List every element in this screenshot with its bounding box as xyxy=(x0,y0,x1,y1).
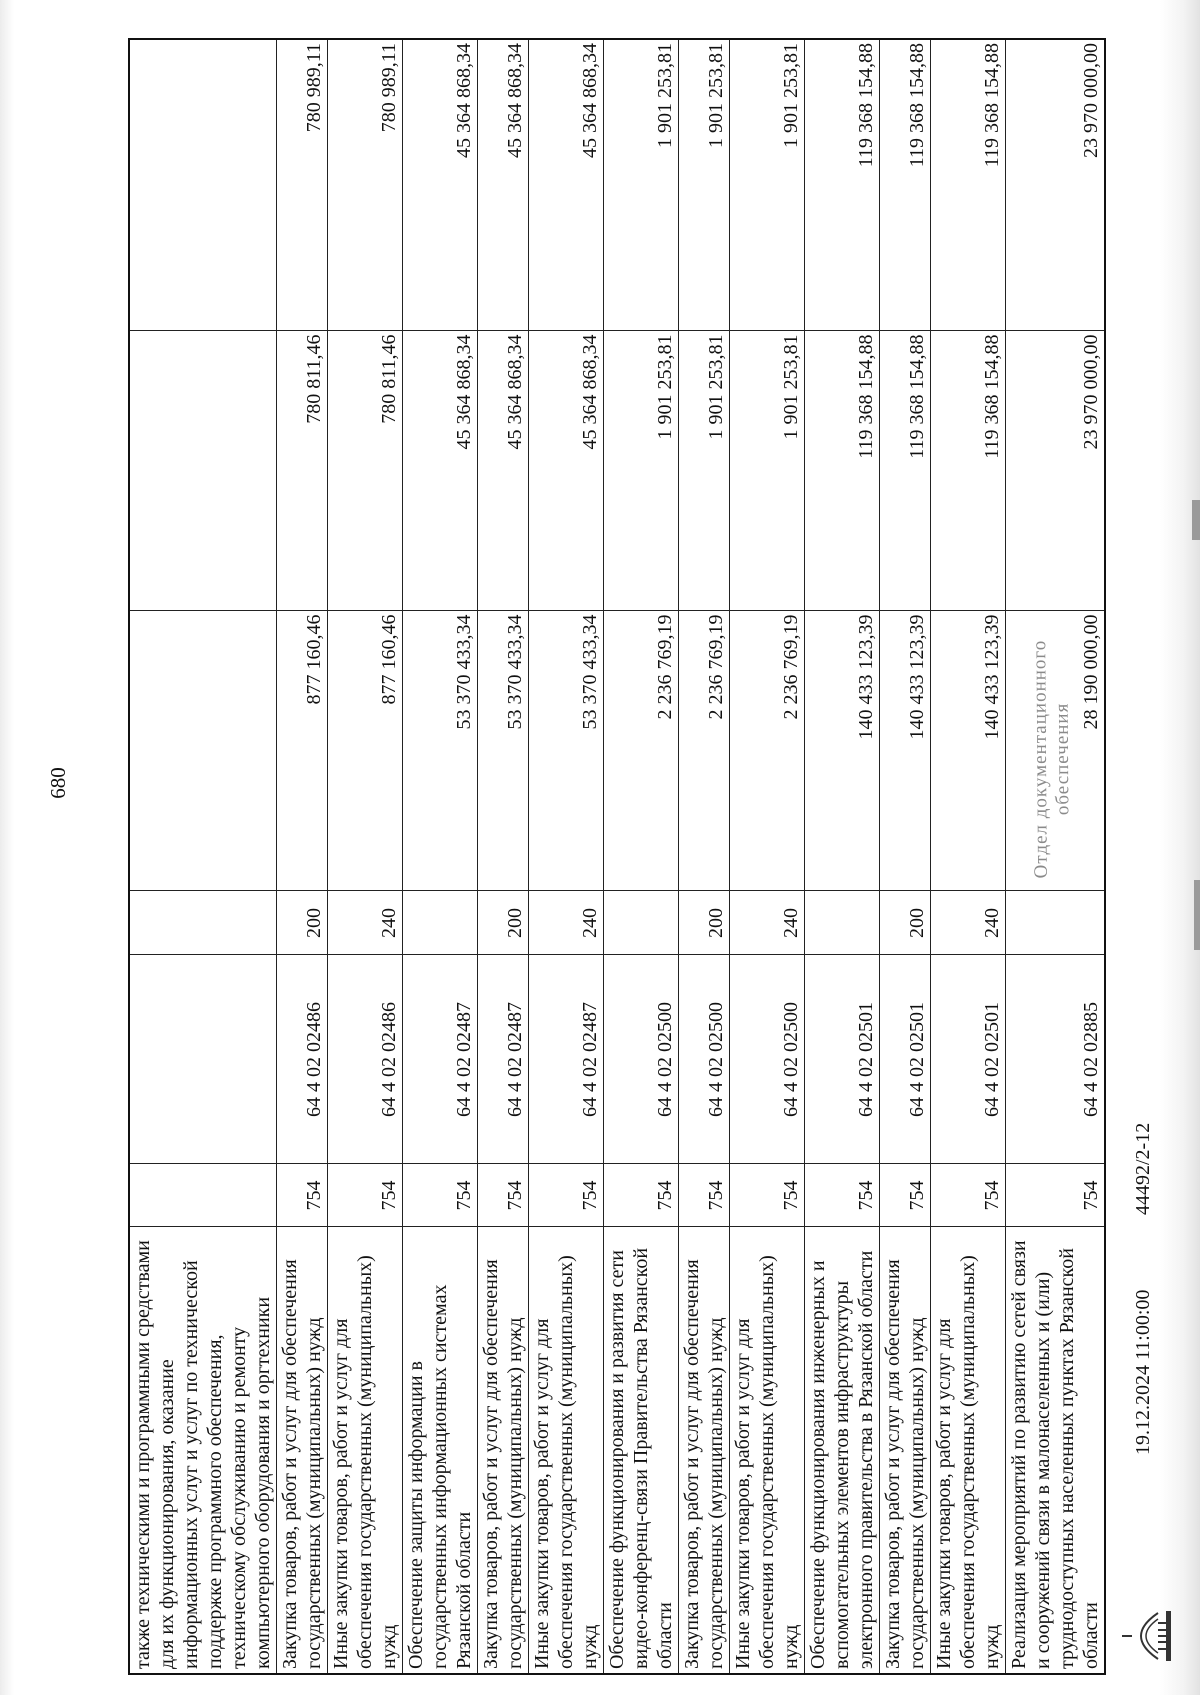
table-row xyxy=(604,39,679,1674)
target-article-code: 64 4 02 02486 xyxy=(277,955,328,1164)
amount-3: 45 364 868,34 xyxy=(403,39,478,331)
amount-1: 53 370 433,34 xyxy=(478,611,529,891)
amount-3: 1 901 253,81 xyxy=(604,39,679,331)
amount-2: 1 901 253,81 xyxy=(730,331,805,611)
row-name: Иные закупки товаров, работ и услуг для обеспечения государственных (муниципальных) нужд xyxy=(931,1227,1006,1674)
expense-type-code xyxy=(403,891,478,955)
amount-2: 780 811,46 xyxy=(328,331,403,611)
amount-1: 2 236 769,19 xyxy=(679,611,730,891)
expense-type-code: 240 xyxy=(730,891,805,955)
amount-3: 1 901 253,81 xyxy=(679,39,730,331)
amount-2: 119 368 154,88 xyxy=(931,331,1006,611)
amount-2: 119 368 154,88 xyxy=(805,331,880,611)
expense-type-code xyxy=(805,891,880,955)
target-article-code: 64 4 02 02487 xyxy=(529,955,604,1164)
amount-1: 2 236 769,19 xyxy=(604,611,679,891)
table-row xyxy=(805,39,880,1674)
ministry-code: 754 xyxy=(328,1164,403,1227)
ministry-code: 754 xyxy=(679,1164,730,1227)
row-name: Иные закупки товаров, работ и услуг для обеспечения государственных (муниципальных) нужд xyxy=(529,1227,604,1674)
row-name: Закупка товаров, работ и услуг для обеспечения государственных (муниципальных) нужд xyxy=(679,1227,730,1674)
duma-emblem-icon xyxy=(1118,1607,1174,1665)
amount-3: 780 989,11 xyxy=(277,39,328,331)
expense-type-code: 240 xyxy=(931,891,1006,955)
amount-1: 53 370 433,34 xyxy=(529,611,604,891)
amount-1: 53 370 433,34 xyxy=(403,611,478,891)
footer-datetime: 19.12.2024 11:00:00 xyxy=(1132,1289,1154,1455)
amount-3: 23 970 000,00 xyxy=(1006,39,1106,331)
table-row xyxy=(277,39,328,1674)
footer-document-id: 44492/2-12 xyxy=(1132,1122,1154,1215)
expense-type-code xyxy=(129,891,277,955)
row-name: Закупка товаров, работ и услуг для обеспечения государственных (муниципальных) нужд xyxy=(478,1227,529,1674)
row-name: Обеспечение функционирования и развития сети видео-конференц-связи Правительства Рязанской области xyxy=(604,1227,679,1674)
amount-1: 877 160,46 xyxy=(328,611,403,891)
ministry-code: 754 xyxy=(1006,1164,1106,1227)
amount-3: 119 368 154,88 xyxy=(931,39,1006,331)
ministry-code: 754 xyxy=(805,1164,880,1227)
expense-type-code: 200 xyxy=(679,891,730,955)
amount-1: 28 190 000,00 xyxy=(1006,611,1106,891)
page-number: 680 xyxy=(46,767,70,799)
row-name: Реализация мероприятий по развитию сетей связи и сооружений связи в малонаселенных и (или) труднодоступных населенных пунктах Рязанской области xyxy=(1006,1227,1106,1674)
expense-type-code: 200 xyxy=(880,891,931,955)
table-row xyxy=(679,39,730,1674)
department-stamp xyxy=(1029,609,1075,909)
amount-1: 2 236 769,19 xyxy=(730,611,805,891)
table-row xyxy=(328,39,403,1674)
amount-1: 140 433 123,39 xyxy=(931,611,1006,891)
amount-2: 1 901 253,81 xyxy=(679,331,730,611)
ministry-code: 754 xyxy=(529,1164,604,1227)
expense-type-code: 240 xyxy=(328,891,403,955)
amount-3: 119 368 154,88 xyxy=(805,39,880,331)
stamp-line-1: Отдел документационного xyxy=(1029,639,1052,879)
amount-2: 45 364 868,34 xyxy=(529,331,604,611)
expense-type-code: 200 xyxy=(478,891,529,955)
amount-3 xyxy=(129,39,277,331)
target-article-code: 64 4 02 02501 xyxy=(880,955,931,1164)
ministry-code: 754 xyxy=(403,1164,478,1227)
target-article-code: 64 4 02 02885 xyxy=(1006,955,1106,1164)
amount-3: 45 364 868,34 xyxy=(478,39,529,331)
table-row xyxy=(403,39,478,1674)
row-name: Обеспечение защиты информации в государственных информационных системах Рязанской области xyxy=(403,1227,478,1674)
target-article-code: 64 4 02 02486 xyxy=(328,955,403,1164)
table-row xyxy=(931,39,1006,1674)
stamp-line-2: обеспечения xyxy=(1051,702,1074,816)
ministry-code xyxy=(129,1164,277,1227)
amount-2: 23 970 000,00 xyxy=(1006,331,1106,611)
ministry-code: 754 xyxy=(478,1164,529,1227)
expense-type-code xyxy=(604,891,679,955)
table-row xyxy=(129,39,277,1674)
amount-1 xyxy=(129,611,277,891)
amount-3: 1 901 253,81 xyxy=(730,39,805,331)
amount-2 xyxy=(129,331,277,611)
target-article-code: 64 4 02 02500 xyxy=(604,955,679,1164)
row-name: Иные закупки товаров, работ и услуг для обеспечения государственных (муниципальных) нужд xyxy=(328,1227,403,1674)
amount-2: 119 368 154,88 xyxy=(880,331,931,611)
row-name: Закупка товаров, работ и услуг для обеспечения государственных (муниципальных) нужд xyxy=(880,1227,931,1674)
table-row xyxy=(529,39,604,1674)
table-row xyxy=(478,39,529,1674)
amount-1: 140 433 123,39 xyxy=(880,611,931,891)
expense-type-code: 200 xyxy=(277,891,328,955)
row-name: Иные закупки товаров, работ и услуг для обеспечения государственных (муниципальных) нужд xyxy=(730,1227,805,1674)
amount-3: 45 364 868,34 xyxy=(529,39,604,331)
amount-1: 140 433 123,39 xyxy=(805,611,880,891)
amount-2: 1 901 253,81 xyxy=(604,331,679,611)
amount-2: 45 364 868,34 xyxy=(403,331,478,611)
row-name: также техническими и программными средствами для их функционирования, оказание информационных услуг и услуг по технической поддержке программного обеспечения, техническому обслуживанию и ремонту компьютерного оборудования и оргтехники xyxy=(129,1227,277,1674)
table-row xyxy=(880,39,931,1674)
page-footer xyxy=(1118,845,1178,1665)
target-article-code: 64 4 02 02501 xyxy=(805,955,880,1164)
row-name: Закупка товаров, работ и услуг для обеспечения государственных (муниципальных) нужд xyxy=(277,1227,328,1674)
target-article-code: 64 4 02 02487 xyxy=(403,955,478,1164)
amount-3: 780 989,11 xyxy=(328,39,403,331)
row-name: Обеспечение функционирования инженерных и вспомогательных элементов инфраструктуры электронного правительства в Рязанской области xyxy=(805,1227,880,1674)
target-article-code: 64 4 02 02501 xyxy=(931,955,1006,1164)
table-row xyxy=(730,39,805,1674)
expense-type-code: 240 xyxy=(529,891,604,955)
ministry-code: 754 xyxy=(277,1164,328,1227)
amount-1: 877 160,46 xyxy=(277,611,328,891)
amount-2: 45 364 868,34 xyxy=(478,331,529,611)
table-body xyxy=(129,39,1105,1674)
target-article-code: 64 4 02 02487 xyxy=(478,955,529,1164)
ministry-code: 754 xyxy=(880,1164,931,1227)
budget-table xyxy=(128,38,1106,1675)
ministry-code: 754 xyxy=(730,1164,805,1227)
amount-2: 780 811,46 xyxy=(277,331,328,611)
target-article-code: 64 4 02 02500 xyxy=(679,955,730,1164)
ministry-code: 754 xyxy=(931,1164,1006,1227)
amount-3: 119 368 154,88 xyxy=(880,39,931,331)
target-article-code xyxy=(129,955,277,1164)
target-article-code: 64 4 02 02500 xyxy=(730,955,805,1164)
ministry-code: 754 xyxy=(604,1164,679,1227)
